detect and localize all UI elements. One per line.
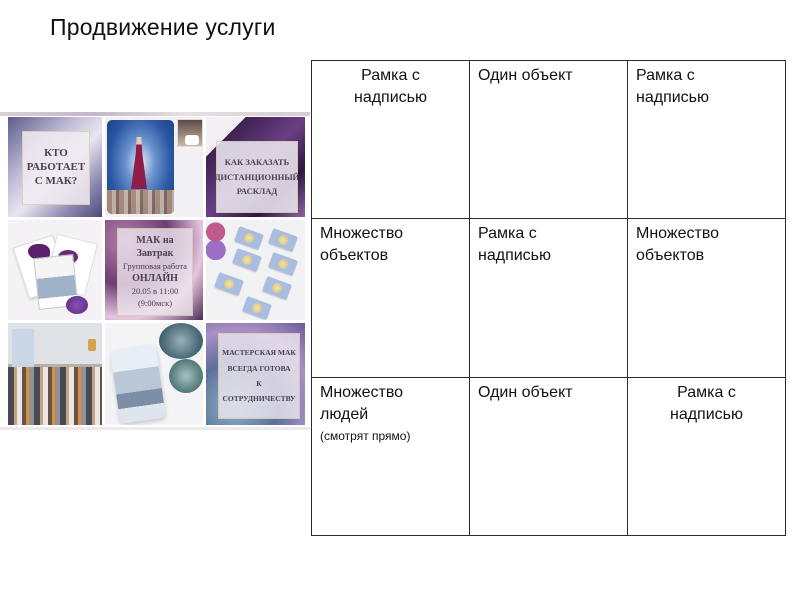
- cell-label: объектов: [636, 247, 705, 264]
- cell-label: людей: [320, 406, 369, 423]
- cell-note: (смотрят прямо): [320, 429, 411, 443]
- collage-tile-mak-breakfast: [105, 220, 203, 320]
- cell-label: объектов: [320, 247, 389, 264]
- collage-tile-order-reading: [206, 117, 305, 217]
- frame-text-line: МАСТЕРСКАЯ МАК: [222, 348, 296, 358]
- badge-icon: [185, 135, 199, 145]
- frame-text-line: ОНЛАЙН: [132, 272, 178, 284]
- table-cell: [628, 61, 786, 219]
- collage-tile-workshop-ready: [206, 323, 305, 425]
- table-row: [312, 219, 786, 378]
- succulent-image: [169, 359, 203, 393]
- text-frame: [218, 333, 300, 419]
- flower-image: [66, 296, 88, 314]
- text-frame: [216, 141, 298, 213]
- cell-label: Рамка с: [478, 225, 537, 242]
- text-frame: [22, 131, 90, 205]
- table-cell: [628, 378, 786, 536]
- cell-label: Рамка с: [636, 67, 695, 84]
- frame-text-line: СОТРУДНИЧЕСТВУ: [222, 394, 296, 404]
- collage-tile-group-photo: [8, 323, 102, 425]
- image-collage: [0, 112, 310, 430]
- table-cell: [312, 219, 470, 378]
- table-cell: [628, 219, 786, 378]
- crowd-image: [107, 190, 174, 214]
- card-image: [234, 226, 264, 250]
- cell-label: Рамка с: [361, 67, 420, 84]
- table-cell: [470, 219, 628, 378]
- cell-label: надписью: [669, 406, 743, 423]
- cell-label: Один объект: [478, 67, 573, 84]
- table-row: [312, 61, 786, 219]
- succulent-image: [159, 323, 203, 359]
- card-image: [214, 272, 244, 296]
- collage-tile-who-works-with-mak: [8, 117, 102, 217]
- frame-text-line: РАБОТАЕТ: [26, 161, 86, 174]
- collage-top-strip: [0, 112, 310, 116]
- flower-image: [206, 220, 230, 260]
- collage-tile-painting: [105, 117, 203, 217]
- frame-text-line: КАК ЗАКАЗАТЬ: [224, 157, 290, 168]
- collage-tile-blue-cards: [206, 220, 305, 320]
- card-image: [262, 276, 292, 300]
- slide-title: Продвижение услуги: [50, 14, 276, 40]
- cell-label: Множество: [320, 384, 404, 401]
- card-image: [232, 248, 262, 272]
- window-image: [12, 329, 34, 369]
- card-image: [110, 344, 166, 424]
- table-cell: [312, 61, 470, 219]
- cell-label: Множество: [320, 225, 404, 242]
- frame-text-line: С МАК?: [34, 174, 78, 187]
- card-image: [268, 228, 298, 252]
- layout-table: [311, 60, 786, 536]
- card-image: [268, 252, 298, 276]
- cell-label: надписью: [353, 89, 427, 106]
- frame-text-line: 20.05 в 11:00: [131, 286, 179, 297]
- cell-label: Один объект: [478, 384, 573, 401]
- card-image: [242, 296, 272, 320]
- collage-tile-cards-flowers: [8, 220, 102, 320]
- frame-text-line: ДИСТАНЦИОННЫЙ: [214, 171, 300, 182]
- cell-label: надписью: [636, 89, 710, 106]
- lamp-image: [88, 339, 96, 351]
- table-cell: [470, 378, 628, 536]
- table-cell: [312, 378, 470, 536]
- table-row: [312, 378, 786, 536]
- frame-text-line: (9:00мск): [137, 298, 173, 309]
- collage-tile-card-succulents: [105, 323, 203, 425]
- frame-text-line: РАСКЛАД: [236, 186, 278, 197]
- people-image: [8, 367, 102, 425]
- cell-label: Множество: [636, 225, 720, 242]
- frame-text-line: КТО: [44, 147, 68, 160]
- cell-label: Рамка с: [677, 384, 736, 401]
- frame-text-line: ВСЕГДА ГОТОВА: [227, 363, 291, 373]
- frame-text-line: МАК на Завтрак: [136, 235, 174, 259]
- text-frame: [117, 228, 193, 316]
- collage-bottom-strip: [0, 427, 310, 430]
- frame-text-line: К: [256, 379, 262, 388]
- cell-label: надписью: [478, 247, 552, 264]
- frame-text-line: Групповая работа: [123, 261, 187, 272]
- table-cell: [470, 61, 628, 219]
